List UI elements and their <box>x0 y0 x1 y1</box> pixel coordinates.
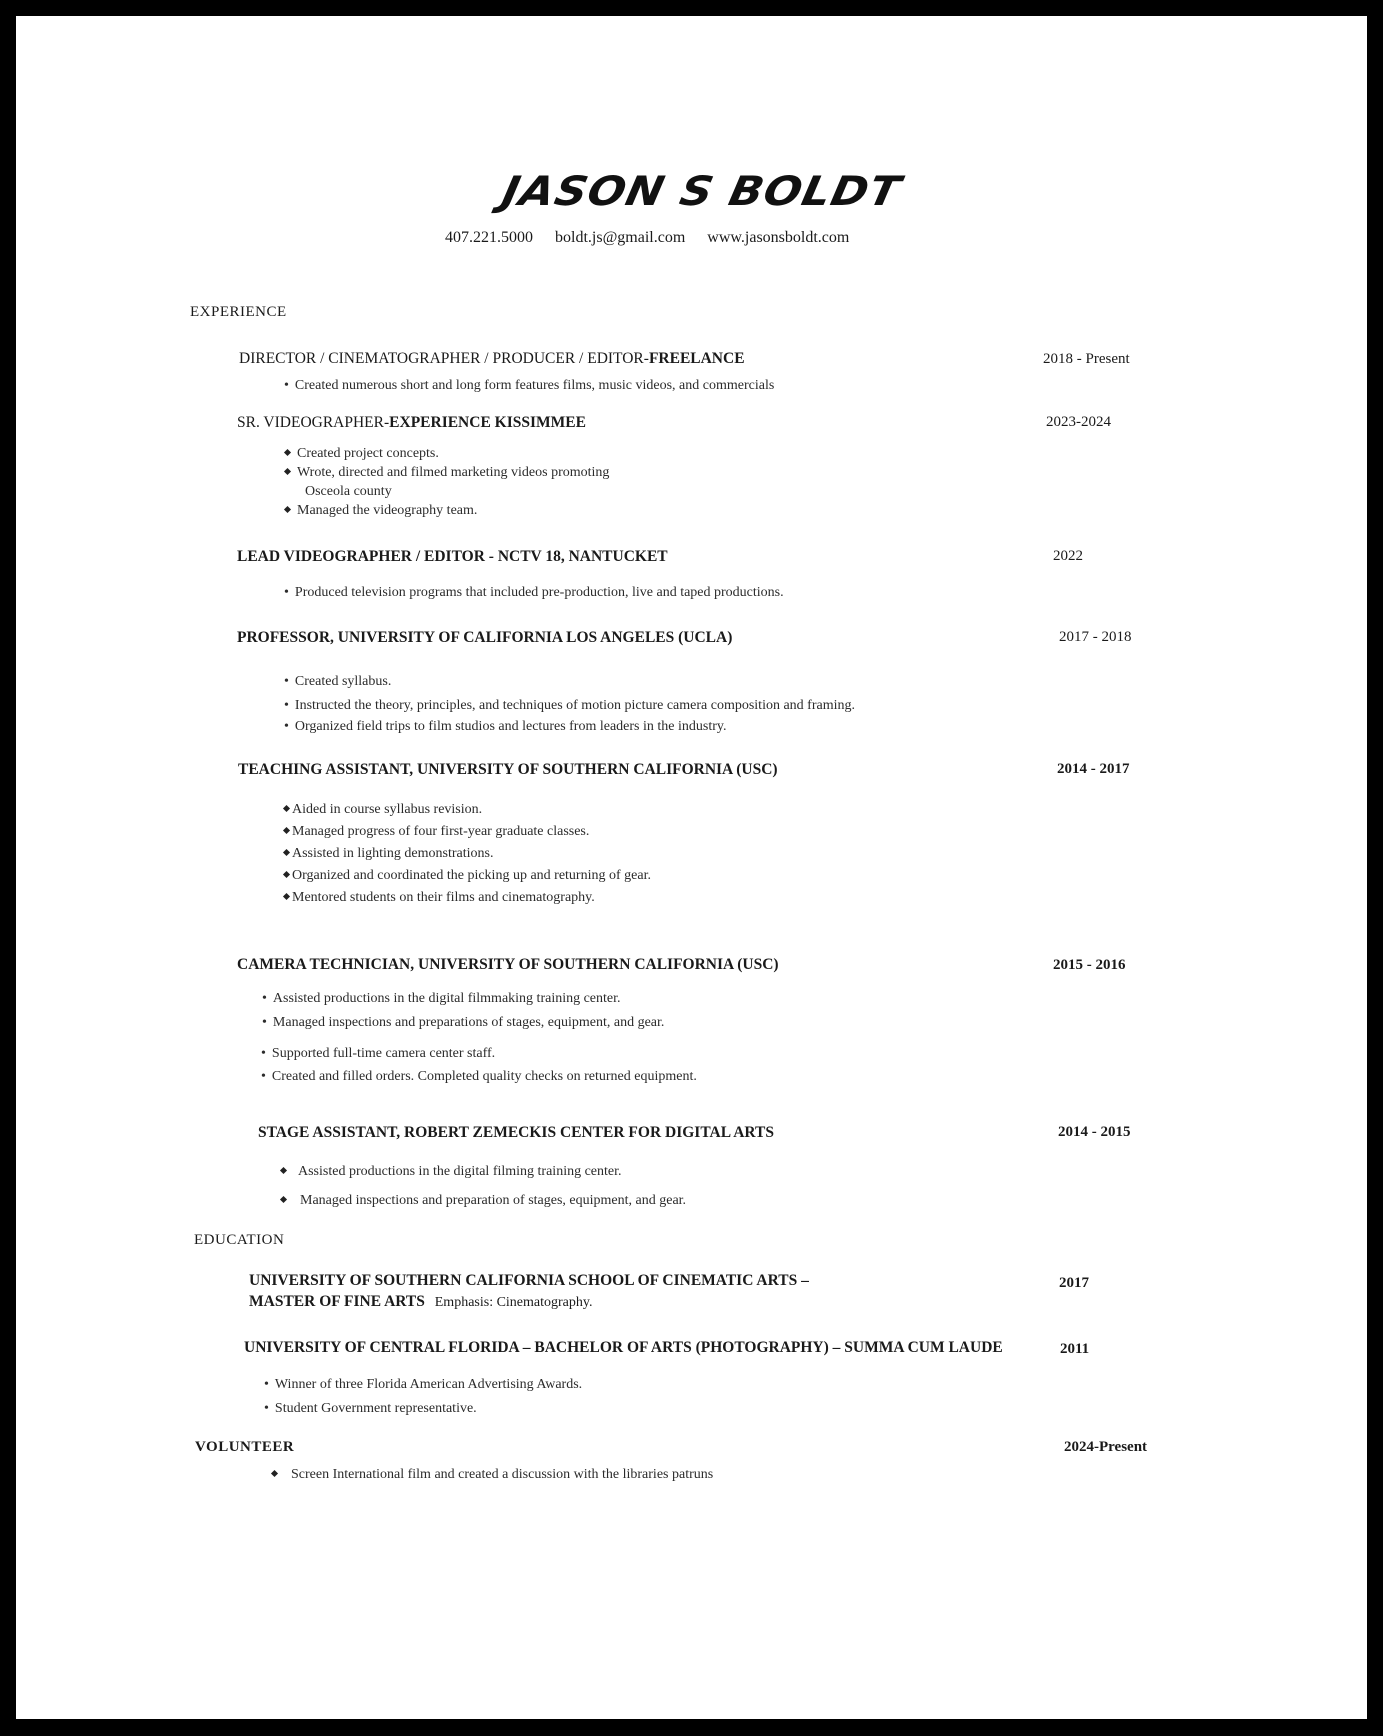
bullet-item: • Created numerous short and long form features films, music videos, and commercials <box>284 378 775 393</box>
diamond-bullet-icon <box>271 1470 278 1477</box>
bullet-item <box>284 868 651 884</box>
bullet-item: • Supported full-time camera center staff. <box>261 1046 496 1061</box>
bullet-text: Wrote, directed and filmed marketing videos promoting <box>297 465 610 480</box>
diamond-bullet-icon <box>283 805 290 812</box>
bullet-text: Aided in course syllabus revision. <box>292 802 483 817</box>
section-education: EDUCATION <box>194 1232 285 1248</box>
bullet-item <box>285 446 439 462</box>
bullet-text: Produced television programs that included pre-production, live and taped productions. <box>294 585 784 600</box>
bullet-item <box>285 503 477 519</box>
name-signature: JASON S BOLDT <box>498 168 906 215</box>
bullet-item: • Assisted productions in the digital filmmaking training center. <box>262 991 621 1006</box>
email: boldt.js@gmail.com <box>555 229 686 246</box>
bullet-item <box>272 1467 713 1483</box>
bullet-item: • Student Government representative. <box>264 1401 477 1416</box>
bullet-text: Created syllabus. <box>294 674 392 689</box>
bullet-item <box>284 802 482 818</box>
diamond-bullet-icon <box>280 1167 287 1174</box>
bullet-item: • Produced television programs that included pre-production, live and taped productions. <box>284 585 784 600</box>
phone: 407.221.5000 <box>445 229 533 246</box>
diamond-bullet-icon <box>283 849 290 856</box>
job-dates: 2017 - 2018 <box>1059 629 1132 645</box>
bullet-text: Managed inspections and preparation of stages, equipment, and gear. <box>300 1193 687 1208</box>
degree-school: UNIVERSITY OF CENTRAL FLORIDA – BACHELOR OF ARTS (PHOTOGRAPHY) – SUMMA CUM LAUDE <box>244 1339 1003 1356</box>
degree-title <box>249 1293 592 1311</box>
section-volunteer: VOLUNTEER <box>195 1439 295 1455</box>
job-title: STAGE ASSISTANT, ROBERT ZEMECKIS CENTER FOR DIGITAL ARTS <box>258 1124 775 1141</box>
job-dates: 2015 - 2016 <box>1053 957 1126 973</box>
job-dates: 2014 - 2017 <box>1057 761 1130 777</box>
bullet-text: Organized field trips to film studios and lectures from leaders in the industry. <box>294 719 727 734</box>
diamond-bullet-icon <box>284 468 291 475</box>
bullet-text: Assisted productions in the digital filming training center. <box>298 1164 622 1179</box>
resume-page <box>16 16 1367 1719</box>
job-dates: 2023-2024 <box>1046 414 1111 430</box>
diamond-bullet-icon <box>280 1196 287 1203</box>
bullet-item <box>285 465 609 481</box>
bullet-text: Managed progress of four first-year graduate classes. <box>292 824 590 839</box>
bullet-item: • Created and filled orders. Completed quality checks on returned equipment. <box>261 1069 697 1084</box>
bullet-text: Managed inspections and preparations of stages, equipment, and gear. <box>272 1015 665 1030</box>
bullet-text: Created numerous short and long form features films, music videos, and commercials <box>294 378 775 393</box>
bullet-text: Screen International film and created a discussion with the libraries patruns <box>291 1467 714 1482</box>
job-title: TEACHING ASSISTANT, UNIVERSITY OF SOUTHERN CALIFORNIA (USC) <box>238 761 778 778</box>
degree-dates: 2017 <box>1059 1275 1089 1291</box>
volunteer-dates: 2024-Present <box>1064 1439 1148 1455</box>
job-dates: 2014 - 2015 <box>1058 1124 1131 1140</box>
job-employer: EXPERIENCE KISSIMMEE <box>389 414 586 431</box>
job-title: PROFESSOR, UNIVERSITY OF CALIFORNIA LOS ANGELES (UCLA) <box>237 629 733 646</box>
job-title <box>237 414 586 432</box>
bullet-text: Mentored students on their films and cinematography. <box>292 890 595 905</box>
bullet-item <box>281 1193 686 1209</box>
bullet-text: Winner of three Florida American Advertising Awards. <box>274 1377 583 1392</box>
bullet-item: • Managed inspections and preparations of stages, equipment, and gear. <box>262 1015 665 1030</box>
bullet-item: • Created syllabus. <box>284 674 392 689</box>
bullet-item: • Organized field trips to film studios and lectures from leaders in the industry. <box>284 719 727 734</box>
job-employer: FREELANCE <box>648 350 745 367</box>
bullet-text: Assisted in lighting demonstrations. <box>292 846 494 861</box>
diamond-bullet-icon <box>284 506 291 513</box>
bullet-text: Student Government representative. <box>274 1401 477 1416</box>
job-title: CAMERA TECHNICIAN, UNIVERSITY OF SOUTHERN CALIFORNIA (USC) <box>237 956 779 973</box>
job-title-text: DIRECTOR / CINEMATOGRAPHER / PRODUCER / EDITOR- <box>239 350 649 367</box>
bullet-item <box>284 824 589 840</box>
job-title <box>239 350 745 368</box>
bullet-item <box>284 846 493 862</box>
bullet-item <box>284 890 595 906</box>
bullet-text: Supported full-time camera center staff. <box>271 1046 496 1061</box>
degree-name: MASTER OF FINE ARTS <box>249 1293 425 1310</box>
job-title: LEAD VIDEOGRAPHER / EDITOR - NCTV 18, NANTUCKET <box>237 548 668 565</box>
bullet-text: Created and filled orders. Completed quality checks on returned equipment. <box>271 1069 697 1084</box>
job-title-text: SR. VIDEOGRAPHER- <box>237 414 390 431</box>
job-dates: 2018 - Present <box>1043 351 1130 367</box>
diamond-bullet-icon <box>283 827 290 834</box>
diamond-bullet-icon <box>283 893 290 900</box>
contact-line <box>436 229 858 247</box>
bullet-item: • Instructed the theory, principles, and techniques of motion picture camera composition and framing. <box>284 698 855 713</box>
bullet-text: Created project concepts. <box>297 446 439 461</box>
degree-emphasis: Emphasis: Cinematography. <box>434 1295 593 1310</box>
diamond-bullet-icon <box>283 871 290 878</box>
bullet-item: • Winner of three Florida American Advertising Awards. <box>264 1377 583 1392</box>
website: www.jasonsboldt.com <box>707 229 850 246</box>
section-experience: EXPERIENCE <box>190 304 287 320</box>
bullet-item <box>281 1164 622 1180</box>
bullet-text: Instructed the theory, principles, and techniques of motion picture camera composition and framing. <box>294 698 855 713</box>
degree-dates: 2011 <box>1060 1341 1090 1357</box>
bullet-text: Assisted productions in the digital filmmaking training center. <box>272 991 621 1006</box>
bullet-text: Organized and coordinated the picking up and returning of gear. <box>292 868 651 883</box>
bullet-continuation: Osceola county <box>305 484 392 499</box>
diamond-bullet-icon <box>284 449 291 456</box>
bullet-text: Managed the videography team. <box>297 503 478 518</box>
job-dates: 2022 <box>1053 548 1083 564</box>
degree-school: UNIVERSITY OF SOUTHERN CALIFORNIA SCHOOL OF CINEMATIC ARTS – <box>249 1272 809 1289</box>
